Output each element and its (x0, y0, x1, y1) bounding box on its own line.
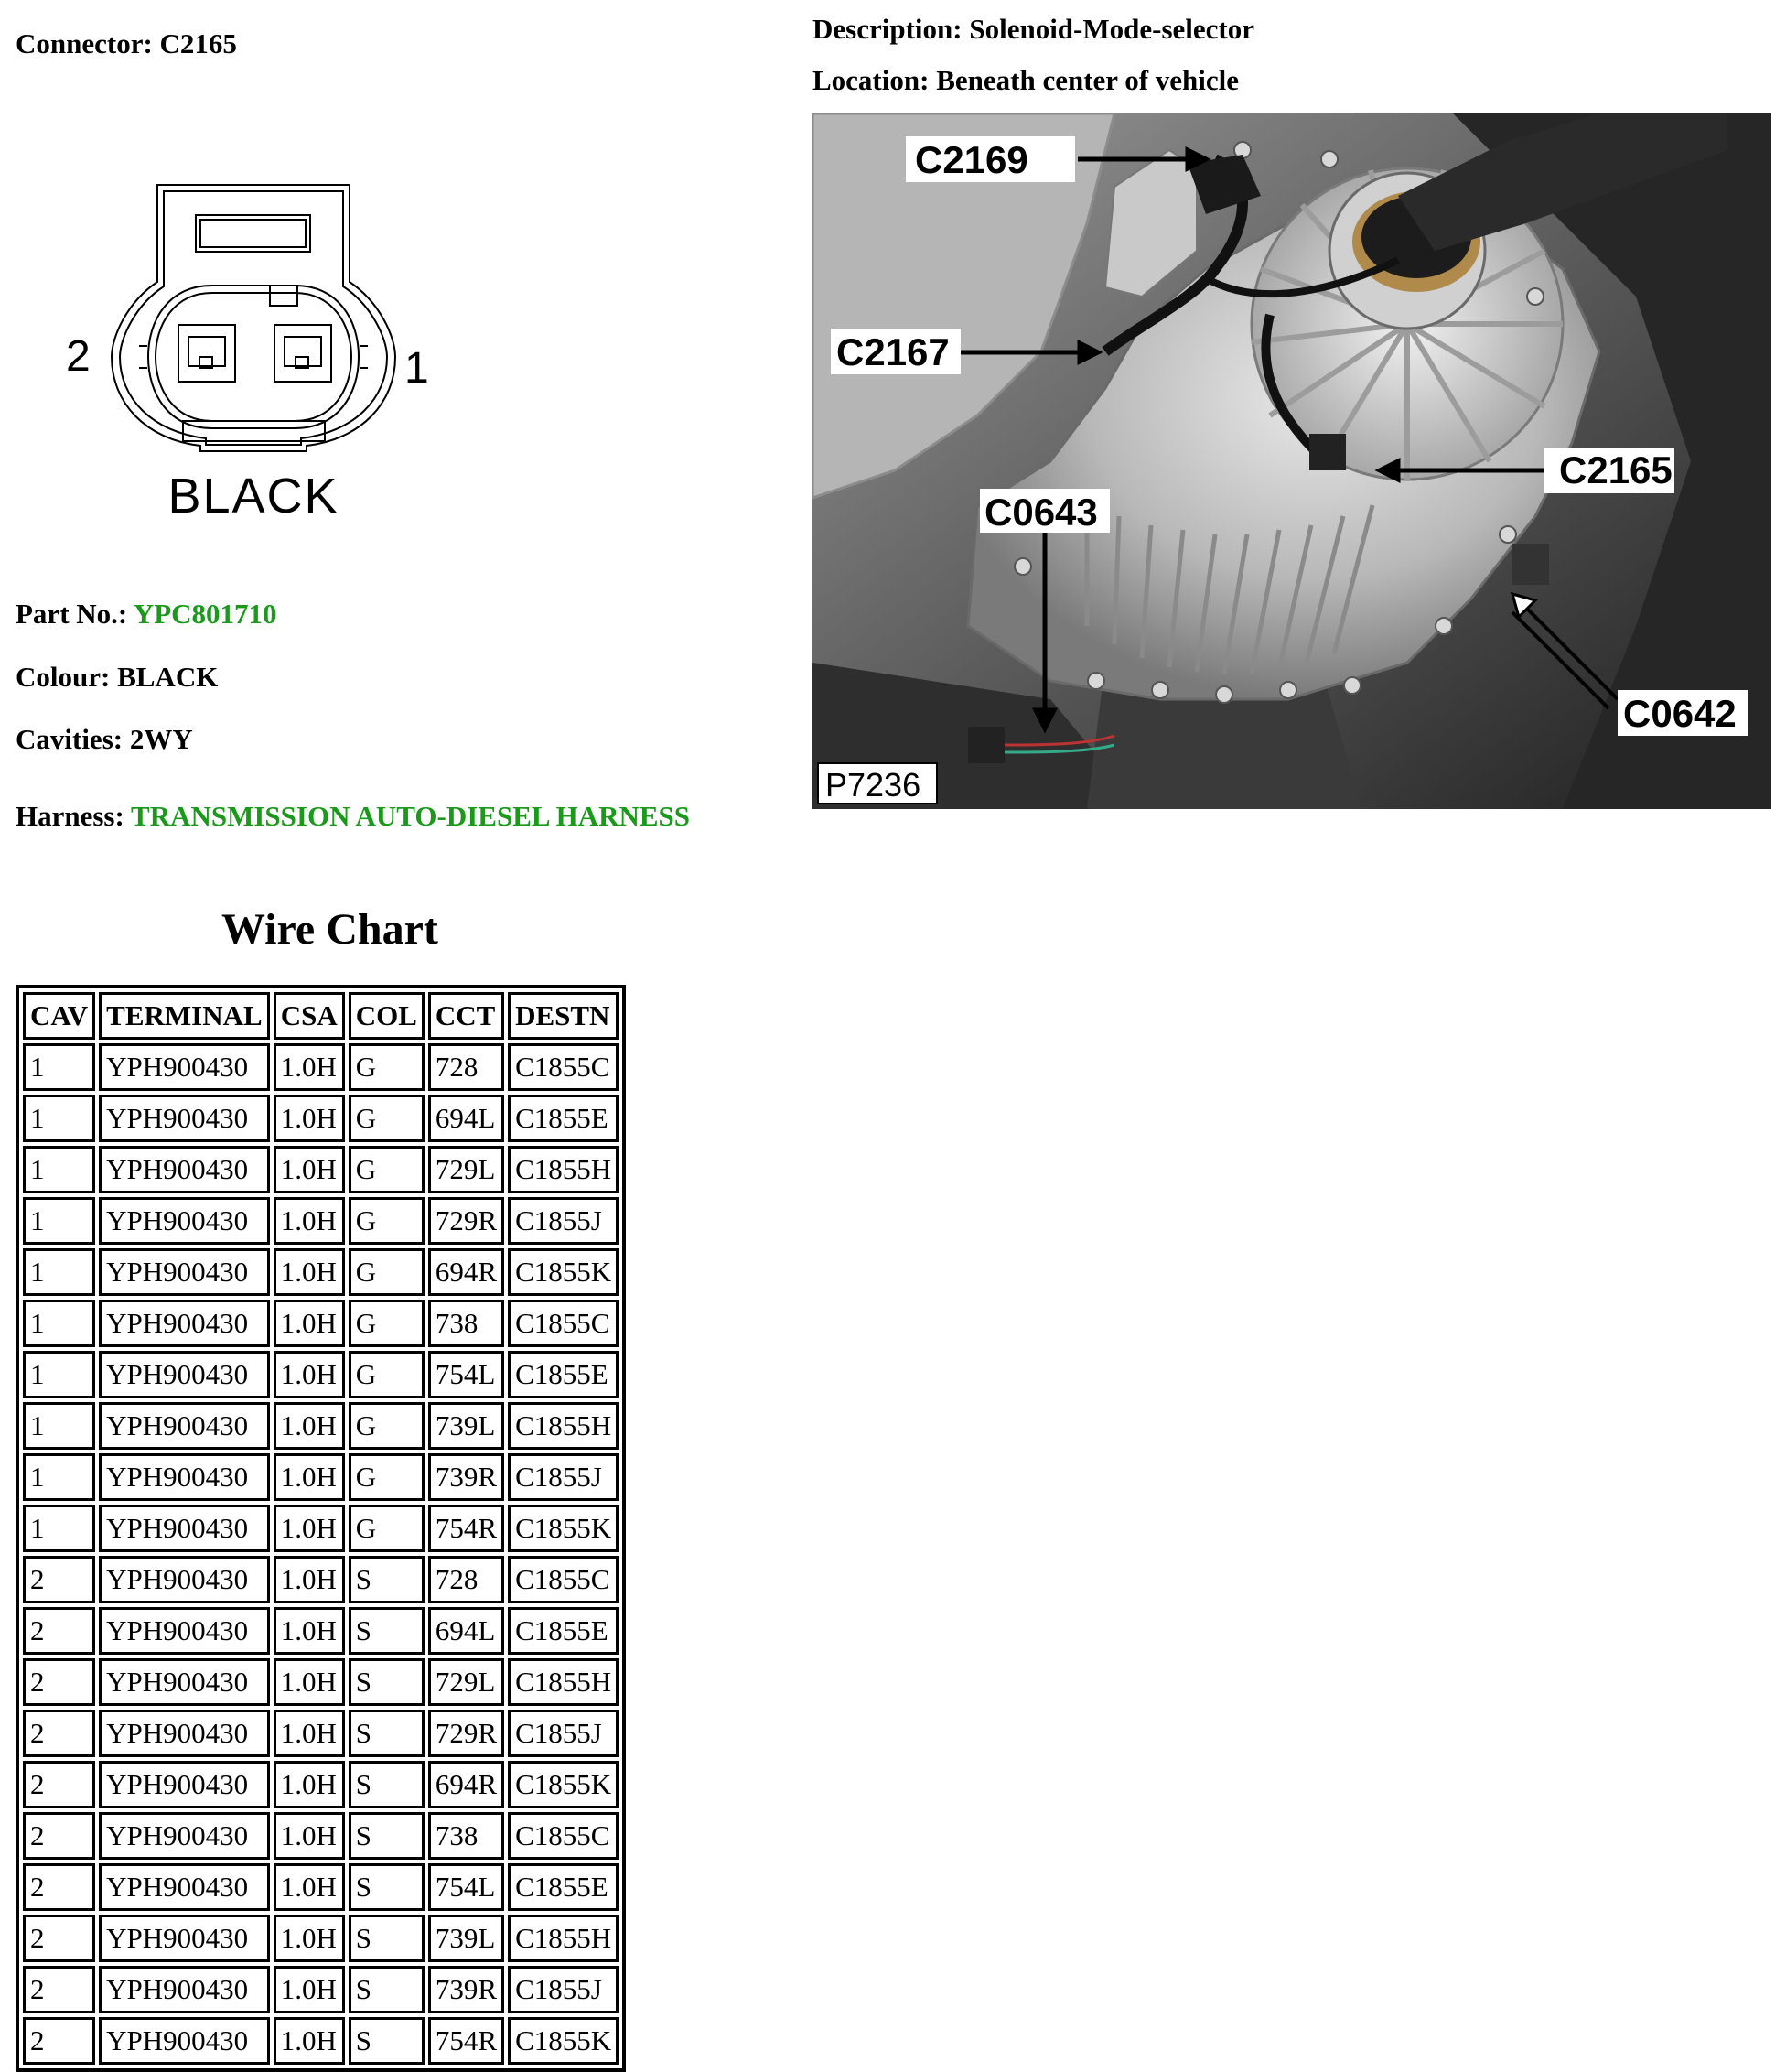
cell-csa: 1.0H (274, 1761, 345, 1808)
callout-c0643: C0643 (984, 491, 1098, 534)
cell-cct: 728 (428, 1043, 504, 1091)
cell-destn: C1855E (508, 1863, 619, 1911)
cell-col: S (349, 1658, 425, 1706)
cell-destn: C1855K (508, 1761, 619, 1808)
cell-terminal: YPH900430 (99, 1556, 270, 1603)
part-no-label: Part No.: (16, 598, 128, 630)
table-row (23, 1453, 619, 1501)
cell-terminal: YPH900430 (99, 1966, 270, 2013)
cell-cct: 754L (428, 1351, 504, 1398)
cell-terminal: YPH900430 (99, 1146, 270, 1193)
colour-value: BLACK (117, 661, 219, 693)
location-value: Beneath center of vehicle (936, 64, 1240, 96)
cell-terminal: YPH900430 (99, 1710, 270, 1757)
cell-cav: 2 (23, 1966, 95, 2013)
cell-csa: 1.0H (274, 1863, 345, 1911)
connector-face-diagram (64, 174, 448, 531)
cell-csa: 1.0H (274, 1453, 345, 1501)
part-no-line (16, 598, 277, 631)
connector-label: Connector: (16, 27, 153, 59)
cell-terminal: YPH900430 (99, 2017, 270, 2065)
cell-col: G (349, 1197, 425, 1245)
column-header-cct: CCT (428, 992, 504, 1040)
table-row (23, 1863, 619, 1911)
cell-col: S (349, 1607, 425, 1655)
cell-cav: 2 (23, 1761, 95, 1808)
cell-destn: C1855K (508, 1248, 619, 1296)
table-row (23, 1556, 619, 1603)
cell-csa: 1.0H (274, 1915, 345, 1962)
cell-terminal: YPH900430 (99, 1300, 270, 1347)
cell-col: G (349, 1453, 425, 1501)
table-row (23, 1146, 619, 1193)
pin-label-left: 2 (66, 332, 91, 381)
cell-csa: 1.0H (274, 1658, 345, 1706)
cell-cav: 1 (23, 1402, 95, 1450)
connector-value: C2165 (159, 27, 237, 59)
table-row (23, 1300, 619, 1347)
description-label: Description: (812, 13, 963, 45)
cell-destn: C1855C (508, 1043, 619, 1091)
cell-csa: 1.0H (274, 1402, 345, 1450)
column-header-destn: DESTN (508, 992, 619, 1040)
cell-col: S (349, 1556, 425, 1603)
cell-destn: C1855J (508, 1453, 619, 1501)
table-row (23, 2017, 619, 2065)
table-row (23, 1966, 619, 2013)
table-row (23, 1658, 619, 1706)
cell-terminal: YPH900430 (99, 1607, 270, 1655)
cell-terminal: YPH900430 (99, 1761, 270, 1808)
cell-cav: 2 (23, 1915, 95, 1962)
table-row (23, 1505, 619, 1552)
cell-col: G (349, 1351, 425, 1398)
cell-cct: 694R (428, 1761, 504, 1808)
cell-cct: 694R (428, 1248, 504, 1296)
cell-csa: 1.0H (274, 1095, 345, 1142)
cell-cct: 739R (428, 1453, 504, 1501)
cell-cav: 1 (23, 1453, 95, 1501)
cell-csa: 1.0H (274, 1505, 345, 1552)
cell-terminal: YPH900430 (99, 1812, 270, 1860)
table-row (23, 1197, 619, 1245)
description-line (812, 13, 1254, 46)
cell-terminal: YPH900430 (99, 1453, 270, 1501)
connector-line (16, 27, 237, 60)
cell-col: G (349, 1300, 425, 1347)
cell-cav: 2 (23, 1556, 95, 1603)
cell-col: G (349, 1146, 425, 1193)
cell-cct: 694L (428, 1607, 504, 1655)
cell-cav: 1 (23, 1300, 95, 1347)
cell-cav: 2 (23, 1658, 95, 1706)
cell-cct: 738 (428, 1812, 504, 1860)
cell-col: S (349, 2017, 425, 2065)
cell-destn: C1855H (508, 1402, 619, 1450)
location-line (812, 64, 1239, 97)
colour-label: Colour: (16, 661, 111, 693)
cell-cct: 754R (428, 2017, 504, 2065)
cell-destn: C1855K (508, 1505, 619, 1552)
cell-destn: C1855C (508, 1556, 619, 1603)
colour-line (16, 661, 218, 694)
part-no-link[interactable]: YPC801710 (133, 598, 277, 630)
cell-cct: 739R (428, 1966, 504, 2013)
cell-terminal: YPH900430 (99, 1658, 270, 1706)
cell-col: S (349, 1863, 425, 1911)
cell-csa: 1.0H (274, 1146, 345, 1193)
cell-destn: C1855C (508, 1812, 619, 1860)
description-value: Solenoid-Mode-selector (969, 13, 1254, 45)
cell-csa: 1.0H (274, 1300, 345, 1347)
cell-csa: 1.0H (274, 1351, 345, 1398)
cell-terminal: YPH900430 (99, 1505, 270, 1552)
cell-destn: C1855H (508, 1146, 619, 1193)
cavities-line (16, 723, 193, 756)
callout-c0642: C0642 (1623, 692, 1737, 735)
photo-id: P7236 (825, 766, 921, 804)
cell-cct: 739L (428, 1915, 504, 1962)
table-row (23, 1812, 619, 1860)
cell-cav: 1 (23, 1043, 95, 1091)
column-header-terminal: TERMINAL (99, 992, 270, 1040)
cell-cav: 1 (23, 1197, 95, 1245)
cell-destn: C1855E (508, 1351, 619, 1398)
cell-col: G (349, 1505, 425, 1552)
cell-cct: 754L (428, 1863, 504, 1911)
cell-terminal: YPH900430 (99, 1915, 270, 1962)
cell-col: G (349, 1248, 425, 1296)
cell-col: G (349, 1095, 425, 1142)
cell-csa: 1.0H (274, 1556, 345, 1603)
location-photo (812, 113, 1771, 809)
cell-terminal: YPH900430 (99, 1248, 270, 1296)
cell-csa: 1.0H (274, 1710, 345, 1757)
column-header-csa: CSA (274, 992, 345, 1040)
harness-label: Harness: (16, 800, 124, 832)
cell-destn: C1855K (508, 2017, 619, 2065)
cell-cav: 2 (23, 1607, 95, 1655)
cell-destn: C1855E (508, 1095, 619, 1142)
cavities-value: 2WY (129, 723, 193, 755)
column-header-col: COL (349, 992, 425, 1040)
cavities-label: Cavities: (16, 723, 124, 755)
cell-col: S (349, 1710, 425, 1757)
callout-c2165: C2165 (1559, 448, 1673, 491)
cell-destn: C1855H (508, 1658, 619, 1706)
cell-terminal: YPH900430 (99, 1197, 270, 1245)
diagram-colour-label: BLACK (167, 469, 339, 523)
cell-destn: C1855J (508, 1966, 619, 2013)
cell-col: S (349, 1915, 425, 1962)
cell-cav: 1 (23, 1505, 95, 1552)
cell-csa: 1.0H (274, 1966, 345, 2013)
cell-cav: 1 (23, 1095, 95, 1142)
cell-terminal: YPH900430 (99, 1351, 270, 1398)
cell-cct: 739L (428, 1402, 504, 1450)
cell-col: G (349, 1043, 425, 1091)
cell-cct: 729L (428, 1146, 504, 1193)
table-row (23, 1095, 619, 1142)
table-row (23, 1043, 619, 1091)
cell-col: S (349, 1761, 425, 1808)
cell-destn: C1855J (508, 1197, 619, 1245)
callout-c2167: C2167 (836, 330, 950, 373)
wire-chart-header-row (23, 992, 619, 1040)
table-row (23, 1915, 619, 1962)
location-label: Location: (812, 64, 930, 96)
table-row (23, 1761, 619, 1808)
cell-cct: 729R (428, 1197, 504, 1245)
cell-cct: 694L (428, 1095, 504, 1142)
column-header-cav: CAV (23, 992, 95, 1040)
cell-csa: 1.0H (274, 1812, 345, 1860)
harness-line (16, 800, 690, 833)
cell-col: S (349, 1966, 425, 2013)
cell-cct: 729R (428, 1710, 504, 1757)
table-row (23, 1351, 619, 1398)
harness-link[interactable]: TRANSMISSION AUTO-DIESEL HARNESS (131, 800, 691, 832)
cell-cct: 754R (428, 1505, 504, 1552)
wire-chart-title: Wire Chart (221, 905, 438, 954)
cell-csa: 1.0H (274, 1248, 345, 1296)
table-row (23, 1607, 619, 1655)
pin-label-right: 1 (404, 344, 429, 393)
table-row (23, 1402, 619, 1450)
cell-terminal: YPH900430 (99, 1863, 270, 1911)
cell-cct: 729L (428, 1658, 504, 1706)
cell-col: G (349, 1402, 425, 1450)
cell-destn: C1855H (508, 1915, 619, 1962)
cell-cav: 1 (23, 1248, 95, 1296)
cell-csa: 1.0H (274, 2017, 345, 2065)
wire-chart-table (16, 985, 626, 2072)
cell-col: S (349, 1812, 425, 1860)
cell-cav: 1 (23, 1146, 95, 1193)
cell-destn: C1855E (508, 1607, 619, 1655)
cell-terminal: YPH900430 (99, 1402, 270, 1450)
cell-destn: C1855J (508, 1710, 619, 1757)
cell-terminal: YPH900430 (99, 1043, 270, 1091)
callout-c2169: C2169 (915, 138, 1028, 181)
table-row (23, 1710, 619, 1757)
cell-cav: 2 (23, 2017, 95, 2065)
cell-cct: 728 (428, 1556, 504, 1603)
cell-cav: 2 (23, 1710, 95, 1757)
cell-destn: C1855C (508, 1300, 619, 1347)
cell-csa: 1.0H (274, 1197, 345, 1245)
cell-cav: 1 (23, 1351, 95, 1398)
table-row (23, 1248, 619, 1296)
cell-csa: 1.0H (274, 1607, 345, 1655)
cell-cct: 738 (428, 1300, 504, 1347)
wire-chart-body (23, 1043, 619, 2065)
cell-cav: 2 (23, 1863, 95, 1911)
cell-csa: 1.0H (274, 1043, 345, 1091)
cell-terminal: YPH900430 (99, 1095, 270, 1142)
cell-cav: 2 (23, 1812, 95, 1860)
